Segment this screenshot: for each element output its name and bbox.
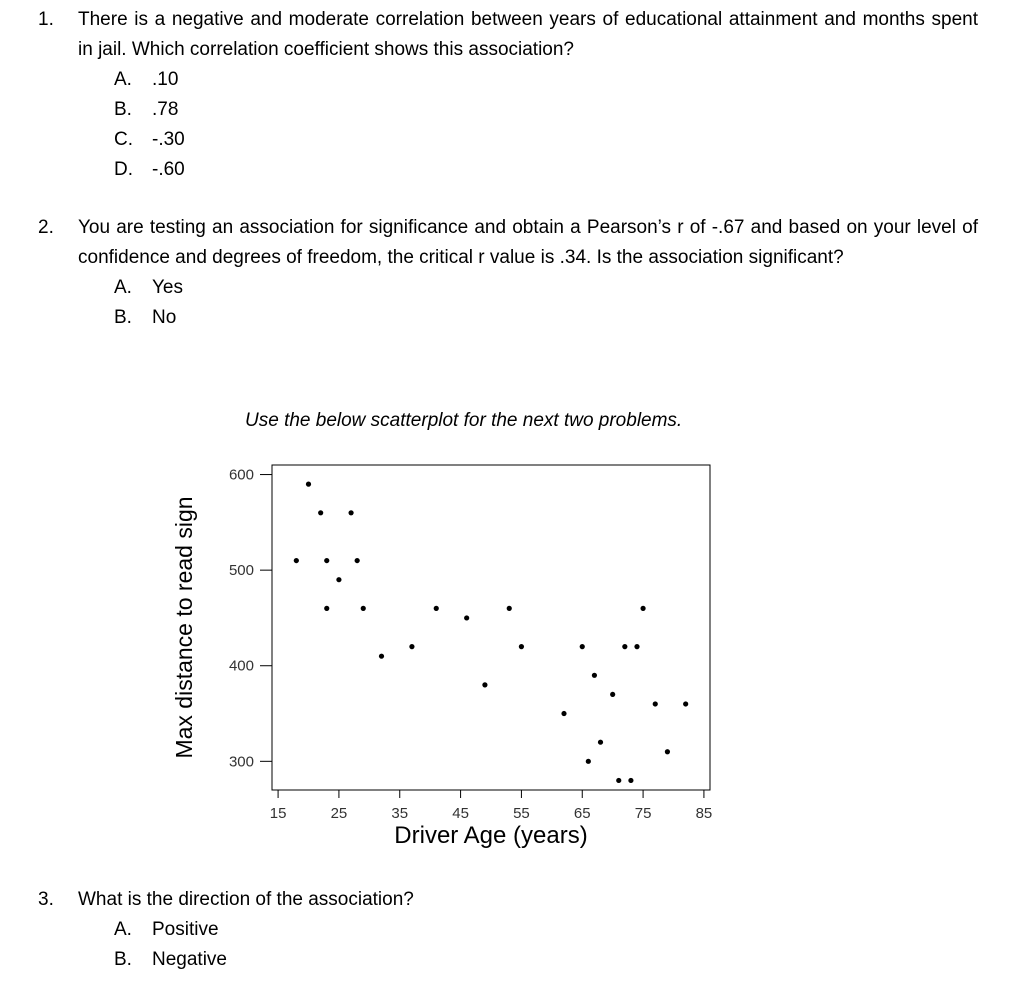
y-tick-label: 300	[228, 753, 254, 771]
data-point	[640, 606, 645, 611]
question-text: There is a negative and moderate correlation between years of educational attainment and months spent in jail. Which correlation coefficient shows this association?	[78, 9, 978, 60]
data-point	[348, 510, 353, 515]
option-label: No	[152, 307, 177, 328]
option-label: Yes	[152, 277, 183, 298]
data-point	[683, 701, 688, 706]
option-b	[114, 303, 978, 333]
data-point	[336, 577, 341, 582]
question-text: What is the direction of the association?	[78, 889, 414, 910]
data-point	[324, 558, 329, 563]
data-point	[464, 615, 469, 620]
question-number: 1.	[38, 9, 54, 30]
question-1	[38, 5, 978, 185]
x-tick-label: 65	[573, 805, 591, 822]
x-tick-label: 85	[695, 805, 713, 822]
y-tick-label: 400	[228, 657, 254, 675]
x-tick-label: 45	[452, 805, 469, 822]
data-point	[598, 740, 603, 745]
data-point	[580, 644, 585, 649]
option-d	[114, 155, 978, 185]
x-tick-label: 75	[634, 805, 652, 822]
data-point	[519, 644, 524, 649]
question-2	[38, 213, 978, 333]
question-text: You are testing an association for significance and obtain a Pearson’s r of -.67 and based on your level of confidence and degrees of freedom, the critical r value is .34. Is the association significant?	[78, 217, 978, 268]
data-point	[628, 778, 633, 783]
data-point	[482, 682, 487, 687]
y-tick-label: 500	[228, 562, 254, 580]
option-a	[114, 915, 978, 945]
data-point	[324, 606, 329, 611]
data-point	[622, 644, 627, 649]
data-point	[379, 654, 384, 659]
option-label: -.60	[152, 159, 185, 180]
data-point	[561, 711, 566, 716]
option-label: -.30	[152, 129, 185, 150]
data-point	[634, 644, 639, 649]
option-letter: C.	[114, 129, 133, 150]
option-letter: B.	[114, 99, 132, 120]
option-label: Positive	[152, 919, 219, 940]
question-number: 3.	[38, 889, 54, 910]
option-label: Negative	[152, 949, 227, 970]
option-a	[114, 65, 978, 95]
option-letter: A.	[114, 277, 132, 298]
x-axis-label: Driver Age (years)	[394, 822, 588, 849]
x-tick-label: 25	[330, 805, 348, 822]
question-number: 2.	[38, 217, 54, 238]
y-axis-label: Max distance to read sign	[171, 496, 197, 759]
option-b	[114, 95, 978, 125]
options-list	[114, 65, 978, 185]
option-letter: B.	[114, 307, 132, 328]
option-letter: B.	[114, 949, 132, 970]
chart-caption: Use the below scatterplot for the next two problems.	[245, 410, 683, 431]
data-point	[610, 692, 615, 697]
question-3	[38, 885, 978, 975]
option-label: .78	[152, 99, 179, 120]
data-point	[294, 558, 299, 563]
data-point	[592, 673, 597, 678]
option-letter: A.	[114, 919, 132, 940]
x-tick-label: 55	[513, 805, 530, 822]
option-label: .10	[152, 69, 179, 90]
data-point	[306, 482, 311, 487]
option-letter: A.	[114, 69, 132, 90]
data-point	[586, 759, 591, 764]
options-list	[114, 273, 978, 333]
data-point	[665, 749, 670, 754]
option-letter: D.	[114, 159, 133, 180]
options-list	[114, 915, 978, 975]
plot-frame	[272, 465, 710, 790]
x-tick-label: 15	[269, 805, 287, 822]
data-point	[434, 606, 439, 611]
option-c	[114, 125, 978, 155]
data-point	[507, 606, 512, 611]
data-point	[355, 558, 360, 563]
option-a	[114, 273, 978, 303]
data-point	[616, 778, 621, 783]
data-point	[409, 644, 414, 649]
y-tick-label: 600	[228, 466, 254, 484]
scatterplot	[165, 450, 745, 865]
data-point	[653, 701, 658, 706]
option-b	[114, 945, 978, 975]
data-point	[318, 510, 323, 515]
data-point	[361, 606, 366, 611]
x-tick-label: 35	[391, 805, 409, 822]
